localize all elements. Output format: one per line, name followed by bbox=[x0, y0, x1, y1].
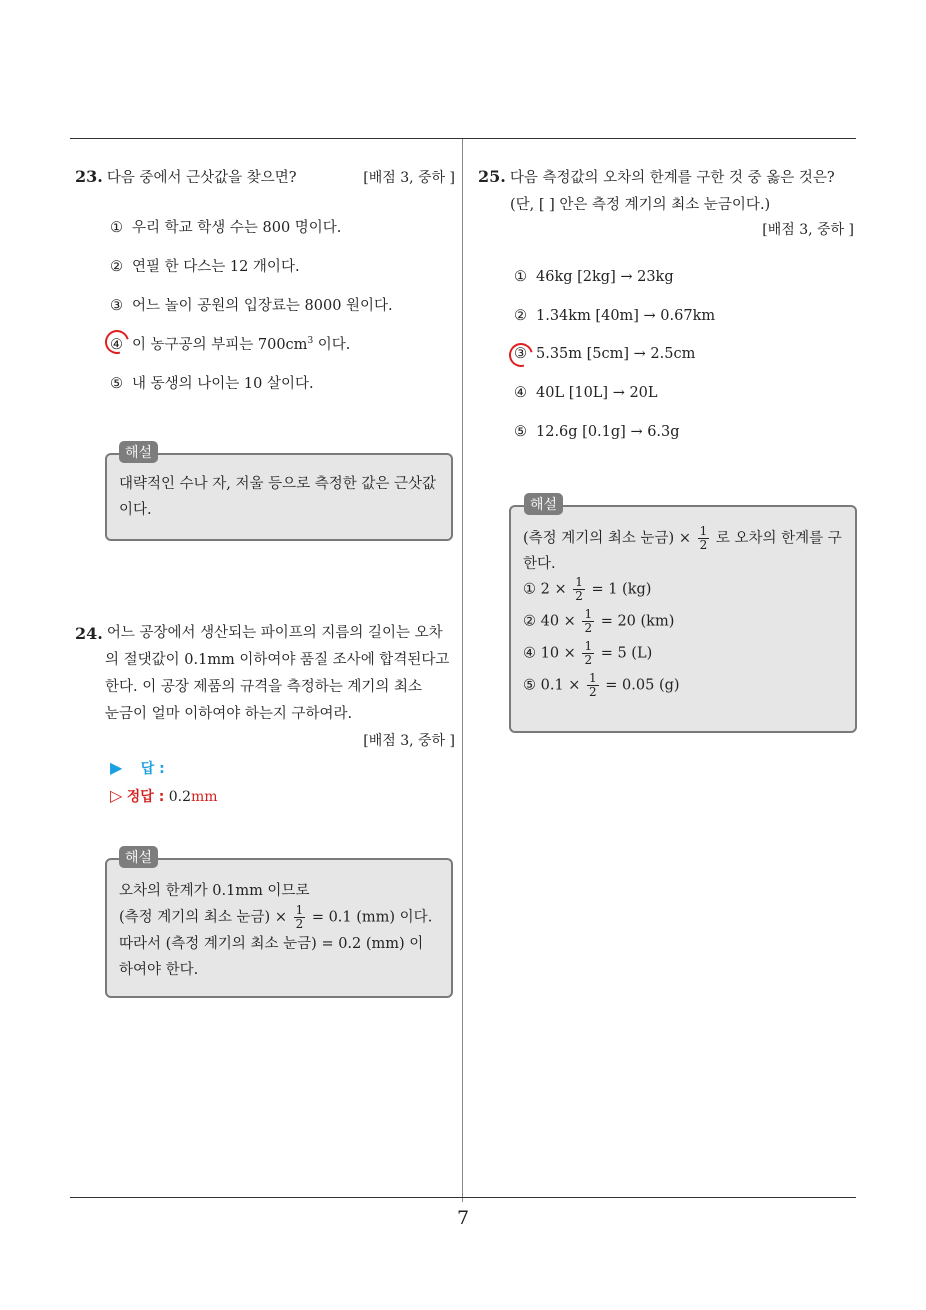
choice-2[interactable]: ② 1.34km [40m] → 0.67km bbox=[514, 308, 716, 324]
choice-5[interactable]: ⑤ 내 동생의 나이는 10 살이다. bbox=[110, 376, 314, 392]
question-number: 23. bbox=[75, 167, 103, 186]
page-number: 7 bbox=[456, 1207, 470, 1229]
choice-2[interactable]: ② 연필 한 다스는 12 개이다. bbox=[110, 259, 300, 275]
explanation-line: 한다. bbox=[523, 556, 556, 572]
question-number: 24. bbox=[75, 624, 103, 643]
explanation-box-24 bbox=[105, 858, 453, 998]
question-number: 25. bbox=[478, 167, 506, 186]
answer-line bbox=[110, 758, 165, 778]
answer-label: 답 : bbox=[140, 761, 165, 777]
top-rule bbox=[70, 138, 856, 139]
explanation-label: 해설 bbox=[119, 441, 158, 463]
column-divider bbox=[462, 139, 463, 1202]
choice-4[interactable]: ④ 이 농구공의 부피는 $700cm^3$ 이다. bbox=[110, 336, 351, 353]
calc-line: ① 2 × $\frac{1}{2}$ = 1 (kg) bbox=[523, 575, 652, 603]
question-25 bbox=[478, 163, 858, 239]
triangle-icon: ▷ bbox=[110, 786, 123, 805]
question-24 bbox=[75, 620, 455, 750]
fraction: $\frac{1}{2}$ bbox=[699, 524, 708, 552]
explanation-label: 해설 bbox=[524, 493, 563, 515]
explanation-line: 따라서 (측정 계기의 최소 눈금) = 0.2 (mm) 이 bbox=[119, 936, 424, 952]
choice-5[interactable]: ⑤ 12.6g [0.1g] → 6.3g bbox=[514, 424, 680, 440]
question-text: 다음 중에서 근삿값을 찾으면? bbox=[106, 170, 297, 186]
fraction: $\frac{1}{2}$ bbox=[575, 575, 583, 603]
answer-circle-mark bbox=[505, 339, 538, 372]
calc-line: ⑤ 0.1 × $\frac{1}{2}$ = 0.05 (g) bbox=[523, 671, 680, 699]
play-icon: ▶ bbox=[110, 758, 123, 777]
explanation-line: 하여야 한다. bbox=[119, 962, 199, 978]
question-meta: [배점 3, 중하 ] bbox=[762, 222, 854, 238]
calc-line: ② 40 × $\frac{1}{2}$ = 20 (km) bbox=[523, 607, 675, 635]
fraction: $\frac{1}{2}$ bbox=[295, 903, 304, 931]
choice-1[interactable]: ① 우리 학교 학생 수는 800 명이다. bbox=[110, 220, 342, 236]
question-line: 눈금이 얼마 이하여야 하는지 구하여라. bbox=[105, 706, 353, 722]
correct-answer-line bbox=[110, 786, 218, 806]
correct-label: 정답 : bbox=[126, 789, 165, 805]
question-line: 다음 측정값의 오차의 한계를 구한 것 중 옳은 것은? bbox=[509, 170, 835, 186]
question-meta: [배점 3, 중하 ] bbox=[363, 733, 455, 749]
explanation-label: 해설 bbox=[119, 846, 158, 868]
question-line: 한다. 이 공장 제품의 규격을 측정하는 계기의 최소 bbox=[105, 679, 423, 695]
fraction: $\frac{1}{2}$ bbox=[584, 639, 593, 667]
explanation-box-25 bbox=[509, 505, 857, 733]
choice-4[interactable]: ④ 40L [10L] → 20L bbox=[514, 385, 658, 401]
explanation-box-23 bbox=[105, 453, 453, 541]
question-line: 의 절댓값이 0.1mm 이하여야 품질 조사에 합격된다고 bbox=[105, 652, 450, 668]
choice-3[interactable]: ③ 어느 놀이 공원의 입장료는 8000 원이다. bbox=[110, 298, 393, 314]
choice-1[interactable]: ① 46kg [2kg] → 23kg bbox=[514, 269, 674, 285]
explanation-line: (측정 계기의 최소 눈금) × $\frac{1}{2}$ = 0.1 (mm) 이다. bbox=[119, 903, 433, 931]
explanation-line: 오차의 한계가 0.1mm 이므로 bbox=[119, 883, 310, 899]
calc-line: ④ 10 × $\frac{1}{2}$ = 5 (L) bbox=[523, 639, 653, 667]
correct-value: 0.2 bbox=[168, 789, 192, 805]
question-line: (단, [ ] 안은 측정 계기의 최소 눈금이다.) bbox=[510, 197, 771, 213]
explanation-line: (측정 계기의 최소 눈금) × $\frac{1}{2}$ 로 오차의 한계를 구 bbox=[523, 524, 842, 552]
fraction: $\frac{1}{2}$ bbox=[584, 607, 593, 635]
question-line: 어느 공장에서 생산되는 파이프의 지름의 길이는 오차 bbox=[106, 625, 443, 641]
fraction: $\frac{1}{2}$ bbox=[589, 671, 597, 699]
choice-3[interactable]: ③ 5.35m [5cm] → 2.5cm bbox=[514, 346, 696, 362]
bottom-rule bbox=[70, 1197, 856, 1198]
question-23 bbox=[75, 163, 455, 192]
explanation-text: 대략적인 수나 자, 저울 등으로 측정한 값은 근삿값이다. bbox=[119, 476, 437, 518]
correct-unit: mm bbox=[191, 789, 218, 805]
question-meta: [배점 3, 중하 ] bbox=[363, 170, 455, 186]
